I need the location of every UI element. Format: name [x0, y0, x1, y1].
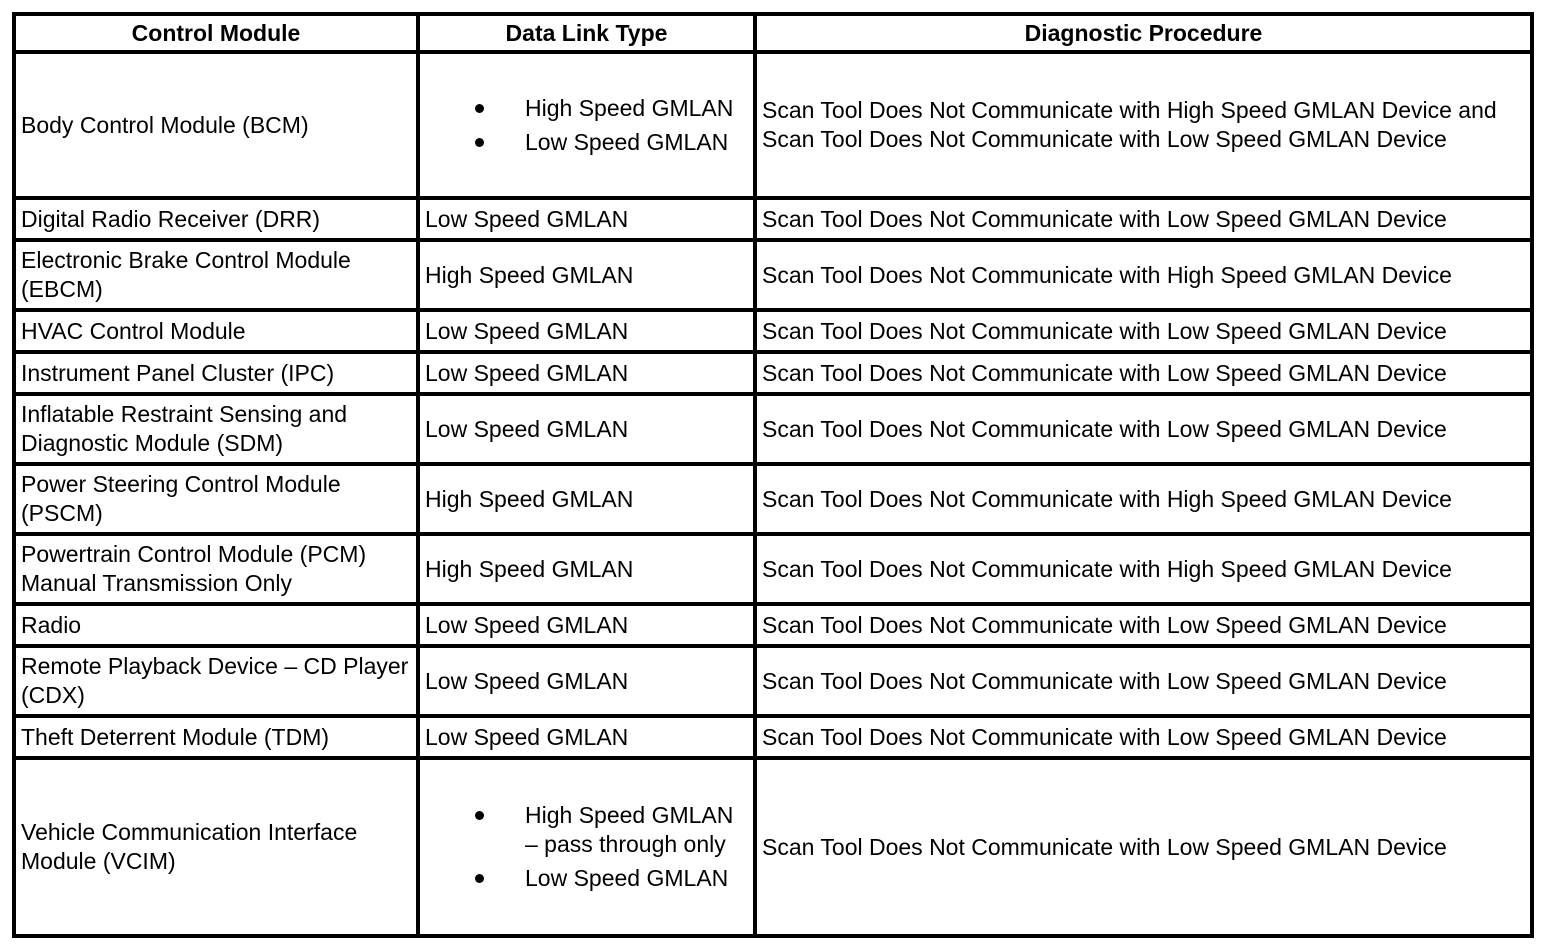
data-link-bullet-text: High Speed GMLAN	[525, 94, 734, 121]
data-link-table	[12, 12, 1534, 938]
module-cell: Powertrain Control Module (PCM) Manual Transmission Only	[14, 534, 418, 604]
diagnostic-procedure-cell: Scan Tool Does Not Communicate with Low Speed GMLAN Device	[755, 604, 1532, 646]
diagnostic-procedure-cell: Scan Tool Does Not Communicate with Low Speed GMLAN Device	[755, 394, 1532, 464]
header-row	[14, 14, 1532, 52]
module-cell: Vehicle Communication Interface Module (VCIM)	[14, 758, 418, 936]
bullet-icon	[475, 811, 484, 820]
data-link-cell: Low Speed GMLAN	[418, 352, 755, 394]
module-cell: Radio	[14, 604, 418, 646]
list-item	[425, 801, 747, 859]
diagnostic-procedure-cell: Scan Tool Does Not Communicate with High Speed GMLAN Device	[755, 240, 1532, 310]
diagnostic-procedure-cell: Scan Tool Does Not Communicate with Low Speed GMLAN Device	[755, 646, 1532, 716]
data-link-cell: High Speed GMLAN	[418, 464, 755, 534]
header-data-link-type: Data Link Type	[418, 14, 755, 52]
module-cell: Theft Deterrent Module (TDM)	[14, 716, 418, 758]
diagnostic-procedure-cell: Scan Tool Does Not Communicate with Low Speed GMLAN Device	[755, 758, 1532, 936]
table-row	[14, 716, 1532, 758]
module-cell: Digital Radio Receiver (DRR)	[14, 198, 418, 240]
data-link-cell: Low Speed GMLAN	[418, 646, 755, 716]
data-link-list	[425, 801, 747, 893]
data-link-cell	[418, 758, 755, 936]
data-link-cell: Low Speed GMLAN	[418, 310, 755, 352]
table-row	[14, 198, 1532, 240]
table-row	[14, 534, 1532, 604]
diagnostic-procedure-cell: Scan Tool Does Not Communicate with Low Speed GMLAN Device	[755, 352, 1532, 394]
header-diagnostic-procedure: Diagnostic Procedure	[755, 14, 1532, 52]
bullet-icon	[475, 874, 484, 883]
diagnostic-procedure-cell: Scan Tool Does Not Communicate with High Speed GMLAN Device and Scan Tool Does Not Communicate with Low Speed GMLAN Device	[755, 52, 1532, 198]
module-cell: Body Control Module (BCM)	[14, 52, 418, 198]
diagnostic-procedure-cell: Scan Tool Does Not Communicate with Low Speed GMLAN Device	[755, 310, 1532, 352]
data-link-cell: High Speed GMLAN	[418, 534, 755, 604]
table-row	[14, 646, 1532, 716]
module-cell: Remote Playback Device – CD Player (CDX)	[14, 646, 418, 716]
diagnostic-procedure-cell: Scan Tool Does Not Communicate with High Speed GMLAN Device	[755, 534, 1532, 604]
diagnostic-procedure-cell: Scan Tool Does Not Communicate with Low Speed GMLAN Device	[755, 716, 1532, 758]
data-link-bullet-text: Low Speed GMLAN	[525, 128, 729, 155]
table-row	[14, 394, 1532, 464]
bullet-icon	[475, 138, 484, 147]
table-row	[14, 464, 1532, 534]
data-link-cell	[418, 52, 755, 198]
list-item	[425, 94, 747, 123]
module-cell: Power Steering Control Module (PSCM)	[14, 464, 418, 534]
data-link-bullet-text: High Speed GMLAN – pass through only	[525, 802, 734, 857]
module-cell: Inflatable Restraint Sensing and Diagnostic Module (SDM)	[14, 394, 418, 464]
table-row	[14, 604, 1532, 646]
diagnostic-procedure-cell: Scan Tool Does Not Communicate with Low Speed GMLAN Device	[755, 198, 1532, 240]
table-row	[14, 758, 1532, 936]
bullet-icon	[475, 104, 484, 113]
list-item	[425, 128, 747, 157]
list-item	[425, 864, 747, 893]
header-control-module: Control Module	[14, 14, 418, 52]
module-cell: Electronic Brake Control Module (EBCM)	[14, 240, 418, 310]
data-link-cell: Low Speed GMLAN	[418, 604, 755, 646]
table-row	[14, 52, 1532, 198]
table-row	[14, 352, 1532, 394]
diagnostic-procedure-cell: Scan Tool Does Not Communicate with High Speed GMLAN Device	[755, 464, 1532, 534]
data-link-list	[425, 94, 747, 157]
table-row	[14, 310, 1532, 352]
data-link-cell: Low Speed GMLAN	[418, 394, 755, 464]
module-cell: HVAC Control Module	[14, 310, 418, 352]
data-link-cell: High Speed GMLAN	[418, 240, 755, 310]
data-link-bullet-text: Low Speed GMLAN	[525, 865, 729, 891]
data-link-cell: Low Speed GMLAN	[418, 198, 755, 240]
module-cell: Instrument Panel Cluster (IPC)	[14, 352, 418, 394]
table-row	[14, 240, 1532, 310]
data-link-cell: Low Speed GMLAN	[418, 716, 755, 758]
